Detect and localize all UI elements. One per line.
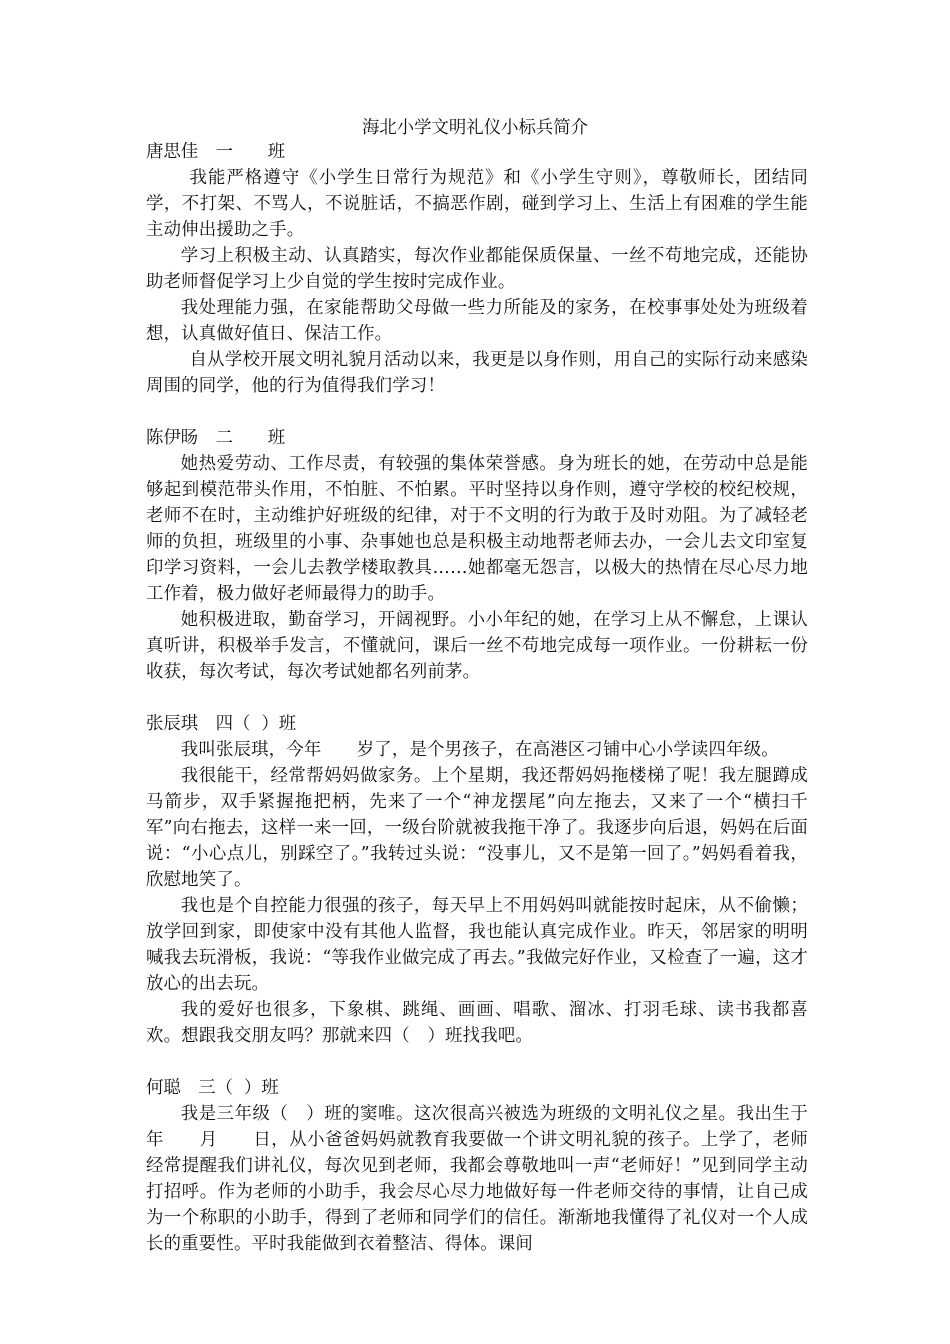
paragraph: 她积极进取，勤奋学习，开阔视野。小小年纪的她，在学习上从不懈怠，上课认真听讲，积极举手发言，不懂就问，课后一丝不苟地完成每一项作业。一份耕耘一份收获，每次考试，每次考试她都名列前茅。: [146, 610, 808, 682]
paragraph: 我也是个自控能力很强的孩子，每天早上不用妈妈叫就能按时起床，从不偷懒；放学回到家，即使家中没有其他人监督，我也能认真完成作业。昨天，邻居家的明明喊我去玩滑板，我说：“等我作业做完成了再去。”我做完好作业，又检查了一遍，这才放心的出去玩。: [146, 896, 808, 994]
paragraph: 我能严格遵守《小学生日常行为规范》和《小学生守则》，尊敬师长，团结同学，不打架、不骂人，不说脏话，不搞恶作剧，碰到学习上、生活上有困难的学生能主动伸出援助之手。: [146, 168, 808, 240]
section-spacer: [146, 399, 808, 425]
paragraph: 我很能干，经常帮妈妈做家务。上个星期，我还帮妈妈拖楼梯了呢！我左腿蹲成马箭步，双手紧握拖把柄，先来了一个“神龙摆尾”向左拖去，又来了一个“横扫千军”向右拖去，这样一来一回，一级台阶就被我拖干净了。我逐步向后退，妈妈在后面说：“小心点儿，别踩空了。”我转过头说：“没事儿，又不是第一回了。”妈妈看着我，欣慰地笑了。: [146, 766, 808, 890]
paragraph: 自从学校开展文明礼貌月活动以来，我更是以身作则，用自己的实际行动来感染周围的同学，他的行为值得我们学习！: [146, 350, 808, 396]
paragraph: 我是三年级（ ）班的窦唯。这次很高兴被选为班级的文明礼仪之星。我出生于 年 月 日，从小爸爸妈妈就教育我要做一个讲文明礼貌的孩子。上学了，老师经常提醒我们讲礼仪，每次见到老师，我都会尊敬地叫一声“老师好！”见到同学主动打招呼。作为老师的小助手，我会尽心尽力地做好每一件老师交待的事情，让自己成为一个称职的小助手，得到了老师和同学们的信任。渐渐地我懂得了礼仪对一个人成长的重要性。平时我能做到衣着整洁、得体。课间: [146, 1104, 861, 1254]
paragraph: 学习上积极主动、认真踏实，每次作业都能保质保量、一丝不苟地完成，还能协助老师督促学习上少自觉的学生按时完成作业。: [146, 246, 808, 292]
paragraph: 我处理能力强，在家能帮助父母做一些力所能及的家务，在校事事处处为班级着想，认真做好值日、保洁工作。: [146, 298, 808, 344]
document-title: 海北小学文明礼仪小标兵简介: [361, 118, 589, 138]
section-spacer: [146, 685, 808, 711]
document-body: [146, 139, 861, 1257]
paragraph: 我叫张辰琪，今年 岁了，是个男孩子，在高港区刁铺中心小学读四年级。: [180, 740, 779, 760]
student-section-1: [146, 139, 808, 399]
student-heading: 陈伊旸 二 班: [146, 428, 286, 448]
student-heading: 何聪 三（ ）班: [146, 1078, 279, 1098]
student-heading: 张辰琪 四（ ）班: [146, 714, 297, 734]
student-section-4: [146, 1075, 861, 1257]
student-heading: 唐思佳 一 班: [146, 142, 286, 162]
section-spacer: [146, 1049, 808, 1075]
student-section-3: [146, 711, 808, 1049]
student-section-2: [146, 425, 808, 685]
paragraph: 我的爱好也很多，下象棋、跳绳、画画、唱歌、溜冰、打羽毛球、读书我都喜欢。想跟我交朋友吗？那就来四（ ）班找我吧。: [146, 1000, 808, 1046]
paragraph: 她热爱劳动、工作尽责，有较强的集体荣誉感。身为班长的她，在劳动中总是能够起到模范带头作用，不怕脏、不怕累。平时坚持以身作则，遵守学校的校纪校规，老师不在时，主动维护好班级的纪律，对于不文明的行为敢于及时劝阻。为了减轻老师的负担，班级里的小事、杂事她也总是积极主动地帮老师去办，一会儿去文印室复印学习资料，一会儿去教学楼取教具……她都毫无怨言，以极大的热情在尽心尽力地工作着，极力做好老师最得力的助手。: [146, 454, 808, 604]
